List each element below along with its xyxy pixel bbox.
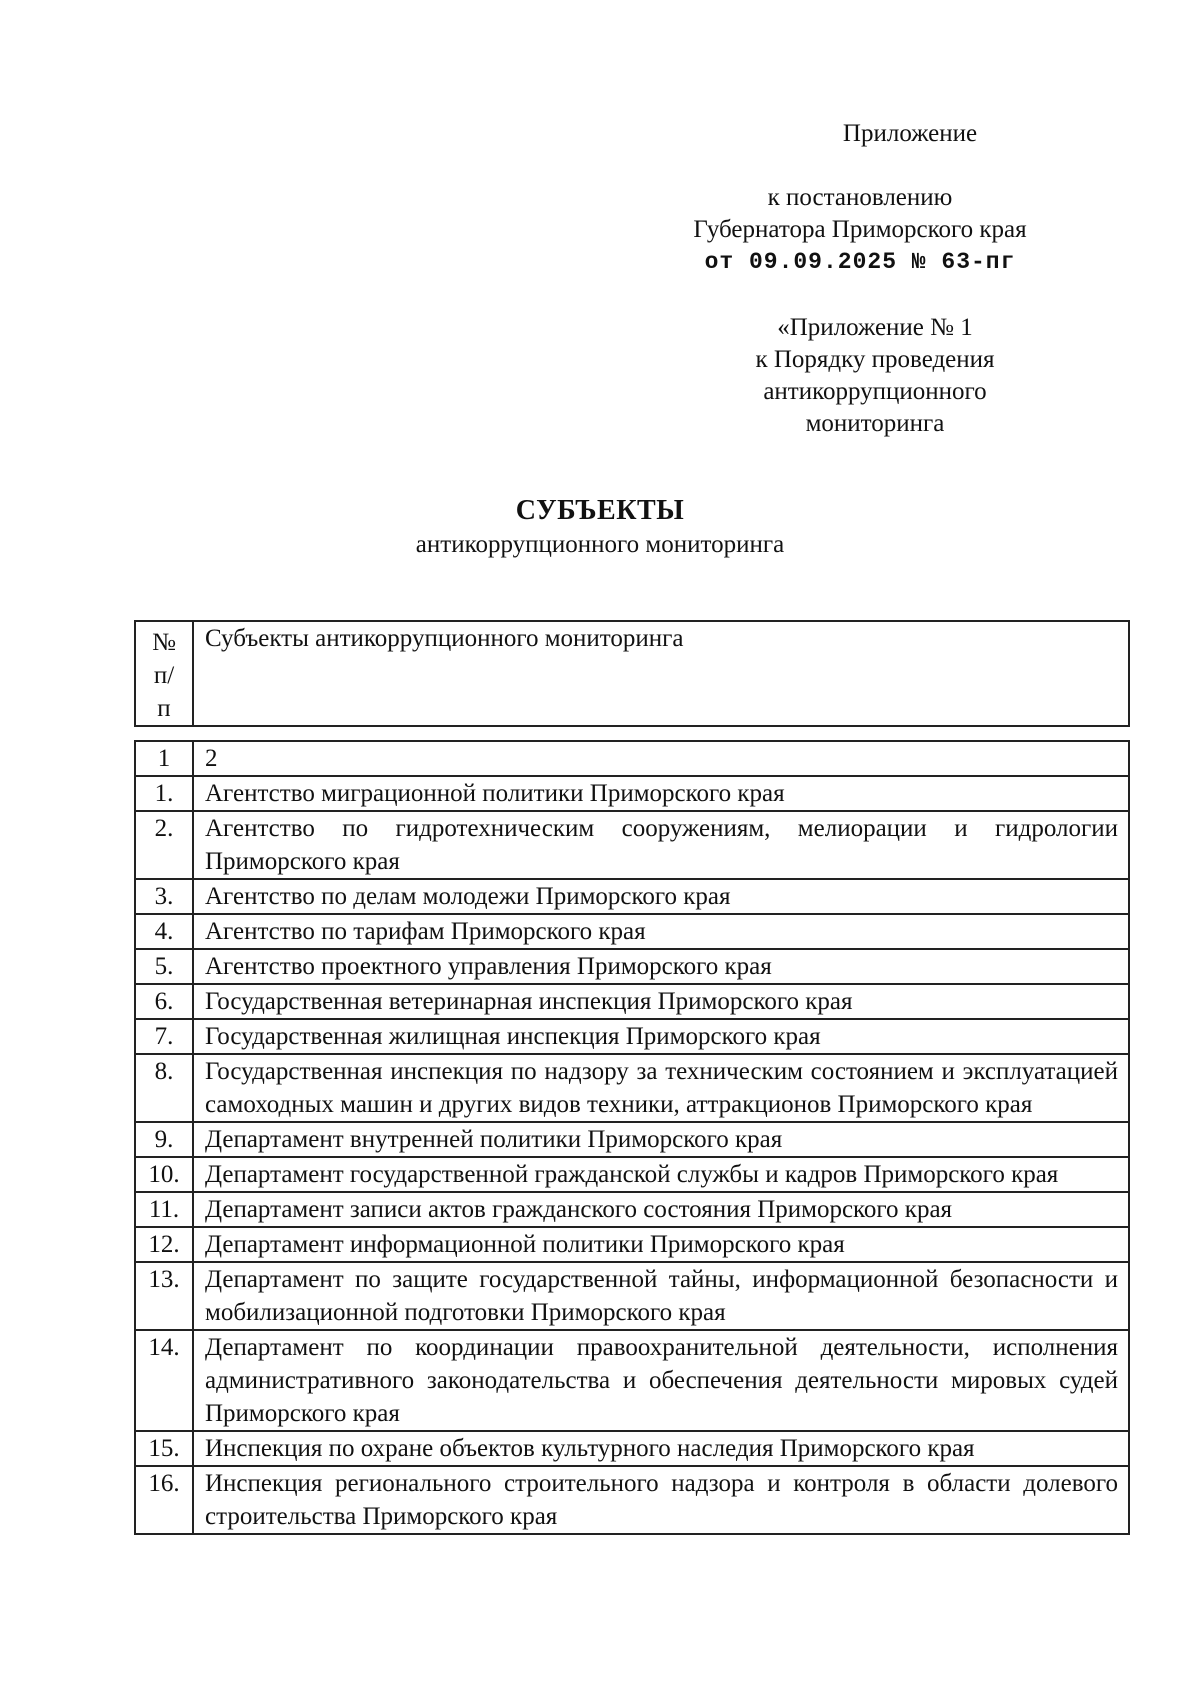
table-row (135, 984, 1129, 1019)
row-number: 8. (135, 1054, 193, 1122)
quote-line-2: к Порядку проведения (755, 346, 995, 373)
appendix-quote (700, 312, 1050, 440)
row-number: 10. (135, 1157, 193, 1192)
row-number: 2. (135, 811, 193, 879)
header-number-line-1: № (152, 629, 176, 656)
row-subject: Агентство по делам молодежи Приморского края (193, 879, 1129, 914)
row-subject: Государственная жилищная инспекция Приморского края (193, 1019, 1129, 1054)
appendix-title: Приложение (842, 120, 978, 147)
quote-line-3: антикоррупционного (763, 378, 987, 405)
row-number: 15. (135, 1431, 193, 1466)
column-number-row (135, 741, 1129, 776)
row-number: 13. (135, 1262, 193, 1330)
title-main: СУБЪЕКТЫ (515, 495, 685, 526)
table-row (135, 1054, 1129, 1122)
table-row (135, 1431, 1129, 1466)
table-row (135, 1019, 1129, 1054)
decree-number: от 09.09.2025 № 63-пг (704, 249, 1016, 275)
row-subject: Агентство проектного управления Приморского края (193, 949, 1129, 984)
table-row (135, 949, 1129, 984)
row-number: 5. (135, 949, 193, 984)
row-subject: Департамент по координации правоохранительной деятельности, исполнения административного законодательства и обеспечения деятельности мировых судей Приморского края (193, 1330, 1129, 1431)
row-subject: Департамент информационной политики Приморского края (193, 1227, 1129, 1262)
document-title (0, 493, 1200, 561)
header-number-line-2: п/ (153, 662, 175, 689)
row-subject: Агентство по тарифам Приморского края (193, 914, 1129, 949)
row-subject: Департамент по защите государственной тайны, информационной безопасности и мобилизационной подготовки Приморского края (193, 1262, 1129, 1330)
row-subject: Инспекция регионального строительного надзора и контроля в области долевого строительства Приморского края (193, 1466, 1129, 1534)
table-row (135, 1330, 1129, 1431)
table-header (134, 620, 1130, 727)
row-subject: Агентство миграционной политики Приморского края (193, 776, 1129, 811)
row-number: 11. (135, 1192, 193, 1227)
appendix-line-1: к постановлению (767, 184, 953, 211)
row-number: 6. (135, 984, 193, 1019)
row-number: 3. (135, 879, 193, 914)
header-number (135, 621, 193, 726)
row-number: 16. (135, 1466, 193, 1534)
table-row (135, 1157, 1129, 1192)
appendix-line-2: Губернатора Приморского края (693, 216, 1027, 243)
subjects-table (134, 740, 1130, 1535)
row-subject: Агентство по гидротехническим сооружениям, мелиорации и гидрологии Приморского края (193, 811, 1129, 879)
table-row (135, 1227, 1129, 1262)
row-subject: Департамент государственной гражданской службы и кадров Приморского края (193, 1157, 1129, 1192)
appendix-reference (660, 182, 1060, 278)
quote-line-1: «Приложение № 1 (777, 314, 973, 341)
table-row (135, 1466, 1129, 1534)
table-row (135, 1192, 1129, 1227)
table-rows (135, 776, 1129, 1534)
column-number-2: 2 (193, 741, 1129, 776)
row-subject: Инспекция по охране объектов культурного наследия Приморского края (193, 1431, 1129, 1466)
quote-line-4: мониторинга (805, 410, 945, 437)
table-row (135, 879, 1129, 914)
row-subject: Департамент записи актов гражданского состояния Приморского края (193, 1192, 1129, 1227)
column-number-1: 1 (135, 741, 193, 776)
row-number: 7. (135, 1019, 193, 1054)
row-number: 4. (135, 914, 193, 949)
row-number: 1. (135, 776, 193, 811)
row-number: 9. (135, 1122, 193, 1157)
row-number: 14. (135, 1330, 193, 1431)
row-subject: Государственная инспекция по надзору за техническим состоянием и эксплуатацией самоходных машин и других видов техники, аттракционов Приморского края (193, 1054, 1129, 1122)
table-row (135, 811, 1129, 879)
row-subject: Департамент внутренней политики Приморского края (193, 1122, 1129, 1157)
header-number-line-3: п (157, 695, 171, 722)
table-row (135, 776, 1129, 811)
row-number: 12. (135, 1227, 193, 1262)
header-subject: Субъекты антикоррупционного мониторинга (193, 621, 1129, 726)
table-row (135, 1122, 1129, 1157)
table-row (135, 1262, 1129, 1330)
row-subject: Государственная ветеринарная инспекция Приморского края (193, 984, 1129, 1019)
title-sub: антикоррупционного мониторинга (415, 531, 785, 558)
table-row (135, 914, 1129, 949)
